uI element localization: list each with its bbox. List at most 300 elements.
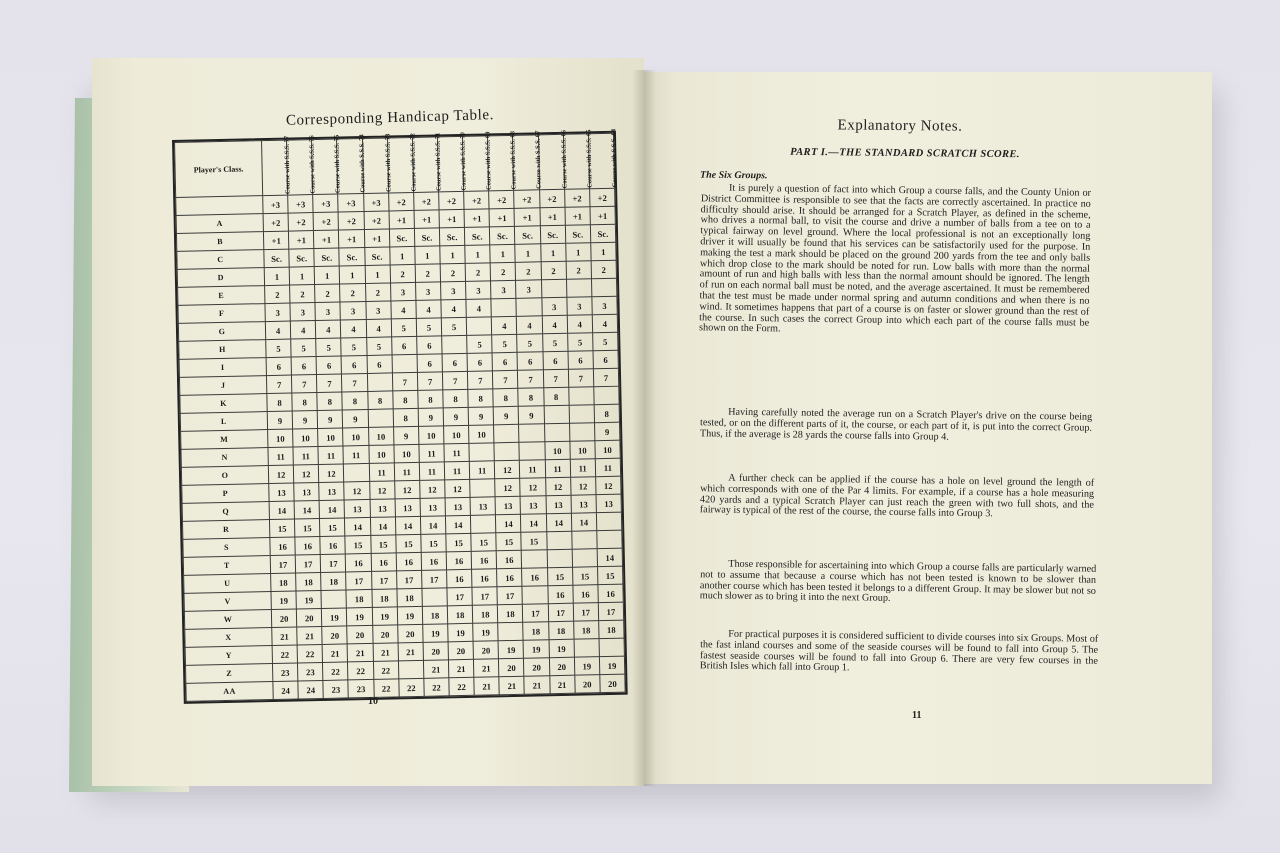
handicap-cell: 5: [391, 318, 417, 337]
handicap-cell: 8: [267, 393, 293, 412]
handicap-cell: 4: [416, 300, 442, 319]
handicap-cell: 24: [298, 680, 324, 699]
handicap-cell: 16: [396, 552, 422, 571]
handicap-cell: 6: [417, 336, 443, 355]
handicap-cell: 9: [393, 426, 419, 445]
handicap-cell: 10: [469, 425, 495, 444]
handicap-cell: 3: [466, 281, 492, 300]
handicap-cell: 11: [419, 462, 445, 481]
handicap-cell: 1: [289, 267, 315, 286]
handicap-cell: 11: [369, 463, 395, 482]
handicap-cell: 19: [296, 590, 322, 609]
handicap-cell: 17: [346, 571, 372, 590]
handicap-cell: 19: [498, 640, 524, 659]
handicap-cell: 21: [499, 676, 525, 695]
handicap-cell: 11: [268, 447, 294, 466]
handicap-cell: 4: [592, 314, 618, 333]
handicap-cell: 14: [521, 514, 547, 533]
table-header-row: [175, 133, 615, 197]
handicap-cell: +2: [388, 192, 414, 211]
handicap-cell: 6: [517, 352, 543, 371]
handicap-cell: 5: [316, 338, 342, 357]
handicap-cell: 14: [571, 513, 597, 532]
handicap-cell: 2: [566, 261, 592, 280]
handicap-cell: 22: [297, 644, 323, 663]
handicap-cell: 18: [548, 621, 574, 640]
handicap-cell: 7: [266, 375, 292, 394]
handicap-cell: 2: [541, 261, 567, 280]
handicap-cell: [498, 622, 524, 641]
handicap-cell: 16: [598, 584, 624, 603]
handicap-cell: 3: [441, 281, 467, 300]
handicap-cell: 1: [415, 246, 441, 265]
handicap-cell: 17: [548, 603, 574, 622]
player-class-cell: [176, 196, 263, 216]
handicap-cell: [597, 530, 623, 549]
handicap-cell: 13: [344, 499, 370, 518]
handicap-cell: 3: [491, 280, 517, 299]
handicap-cell: 6: [367, 355, 393, 374]
handicap-cell: 23: [272, 663, 298, 682]
handicap-cell: 10: [318, 428, 344, 447]
handicap-table: [172, 128, 628, 704]
handicap-cell: +3: [313, 194, 339, 213]
handicap-cell: 1: [314, 266, 340, 285]
player-class-cell: V: [184, 592, 271, 612]
handicap-cell: 3: [415, 282, 441, 301]
handicap-cell: 9: [418, 408, 444, 427]
handicap-cell: [522, 550, 548, 569]
handicap-cell: +2: [464, 191, 490, 210]
handicap-cell: 22: [373, 661, 399, 680]
handicap-cell: +1: [364, 229, 390, 248]
handicap-cell: +1: [314, 230, 340, 249]
player-class-cell: AA: [186, 682, 273, 702]
handicap-cell: 19: [322, 608, 348, 627]
handicap-cell: 5: [266, 339, 292, 358]
handicap-cell: [566, 279, 592, 298]
handicap-cell: 6: [266, 357, 292, 376]
handicap-cell: 20: [524, 658, 550, 677]
handicap-cell: 4: [542, 315, 568, 334]
player-class-cell: S: [183, 538, 270, 558]
handicap-cell: [571, 531, 597, 550]
handicap-cell: 15: [597, 566, 623, 585]
handicap-cell: 18: [346, 589, 372, 608]
handicap-cell: 2: [591, 260, 617, 279]
handicap-cell: +3: [338, 194, 364, 213]
handicap-cell: [321, 590, 347, 609]
player-class-cell: Y: [185, 646, 272, 666]
handicap-cell: 11: [469, 461, 495, 480]
handicap-cell: +1: [565, 207, 591, 226]
handicap-cell: +1: [439, 209, 465, 228]
handicap-cell: 20: [600, 674, 626, 693]
handicap-cell: 5: [441, 317, 467, 336]
handicap-cell: 17: [421, 570, 447, 589]
handicap-cell: 7: [417, 372, 443, 391]
handicap-cell: 16: [547, 585, 573, 604]
handicap-cell: 10: [369, 445, 395, 464]
handicap-cell: 22: [449, 677, 475, 696]
player-class-cell: H: [179, 340, 266, 360]
handicap-cell: 7: [392, 372, 418, 391]
handicap-cell: 18: [523, 622, 549, 641]
handicap-cell: 4: [567, 315, 593, 334]
handicap-cell: 11: [545, 459, 571, 478]
handicap-cell: 10: [268, 429, 294, 448]
handicap-cell: 22: [373, 679, 399, 698]
handicap-cell: +2: [288, 213, 314, 232]
column-header-label: Course with S.S.S. 69: [484, 131, 493, 190]
handicap-cell: [344, 463, 370, 482]
player-class-cell: J: [179, 376, 266, 396]
handicap-cell: +1: [263, 231, 289, 250]
column-header-label: Course with S.S.S. 68: [509, 131, 518, 190]
handicap-cell: 21: [549, 675, 575, 694]
handicap-cell: [596, 512, 622, 531]
column-header-label: Course with S.S.S. 66: [559, 129, 569, 189]
handicap-cell: 17: [573, 603, 599, 622]
handicap-cell: 19: [372, 607, 398, 626]
handicap-cell: Sc.: [364, 247, 390, 266]
handicap-cell: +1: [339, 229, 365, 248]
handicap-cell: +1: [514, 208, 540, 227]
handicap-cell: 22: [272, 645, 298, 664]
handicap-cell: 20: [322, 626, 348, 645]
handicap-cell: 18: [573, 621, 599, 640]
handicap-cell: 10: [368, 427, 394, 446]
handicap-cell: 14: [546, 513, 572, 532]
handicap-cell: 19: [448, 623, 474, 642]
player-class-cell: K: [180, 394, 267, 414]
handicap-cell: 8: [393, 408, 419, 427]
handicap-cell: 7: [442, 371, 468, 390]
handicap-cell: 12: [369, 481, 395, 500]
column-header-label: Course with S.S.S. 65: [585, 129, 594, 188]
handicap-cell: 5: [517, 334, 543, 353]
handicap-cell: 3: [315, 302, 341, 321]
handicap-cell: 14: [370, 517, 396, 536]
handicap-cell: 21: [398, 642, 424, 661]
column-header-label: Course with S.S.S. 67: [534, 130, 544, 189]
table-body: [176, 188, 625, 701]
handicap-cell: 20: [372, 625, 398, 644]
handicap-cell: 17: [295, 554, 321, 573]
handicap-cell: 2: [440, 263, 466, 282]
handicap-cell: +1: [289, 231, 315, 250]
handicap-cell: 12: [420, 480, 446, 499]
handicap-cell: 12: [520, 478, 546, 497]
handicap-cell: 14: [345, 517, 371, 536]
handicap-cell: Sc.: [289, 249, 315, 268]
handicap-cell: 12: [495, 478, 521, 497]
handicap-cell: 13: [571, 495, 597, 514]
handicap-cell: [398, 660, 424, 679]
handicap-cell: [392, 354, 418, 373]
handicap-cell: 1: [264, 267, 290, 286]
handicap-cell: 2: [315, 284, 341, 303]
handicap-cell: 11: [394, 462, 420, 481]
handicap-cell: 5: [542, 333, 568, 352]
explanatory-notes-title: Explanatory Notes.: [837, 117, 963, 135]
page-number-right: 11: [912, 710, 922, 721]
handicap-cell: 20: [423, 642, 449, 661]
handicap-cell: [547, 549, 573, 568]
handicap-cell: 8: [543, 387, 569, 406]
handicap-cell: 19: [397, 606, 423, 625]
handicap-cell: 7: [568, 369, 594, 388]
handicap-cell: Sc.: [515, 226, 541, 245]
handicap-cell: 13: [395, 498, 421, 517]
player-class-cell: W: [184, 610, 271, 630]
handicap-cell: [569, 423, 595, 442]
handicap-cell: 10: [570, 441, 596, 460]
handicap-cell: 18: [372, 589, 398, 608]
handicap-cell: +1: [389, 210, 415, 229]
handicap-cell: 7: [518, 370, 544, 389]
handicap-cell: 13: [420, 498, 446, 517]
handicap-cell: +2: [263, 213, 289, 232]
handicap-cell: 23: [298, 662, 324, 681]
handicap-cell: [522, 586, 548, 605]
handicap-cell: Sc.: [389, 228, 415, 247]
handicap-cell: 19: [347, 607, 373, 626]
player-class-cell: P: [182, 484, 269, 504]
handicap-cell: 22: [424, 678, 450, 697]
handicap-cell: 11: [343, 445, 369, 464]
handicap-cell: 19: [599, 656, 625, 675]
handicap-cell: [469, 443, 495, 462]
player-class-cell: A: [176, 214, 263, 234]
player-class-cell: O: [181, 466, 268, 486]
player-class-cell: T: [183, 556, 270, 576]
handicap-cell: +2: [313, 212, 339, 231]
handicap-cell: 13: [269, 483, 295, 502]
handicap-cell: 3: [365, 301, 391, 320]
handicap-cell: 15: [572, 567, 598, 586]
handicap-cell: 11: [444, 461, 470, 480]
handicap-cell: 17: [598, 602, 624, 621]
handicap-cell: +2: [364, 211, 390, 230]
handicap-cell: 4: [391, 300, 417, 319]
handicap-cell: 8: [594, 404, 620, 423]
handicap-cell: 4: [265, 321, 291, 340]
handicap-cell: 7: [317, 374, 343, 393]
handicap-cell: 18: [422, 606, 448, 625]
handicap-cell: 8: [493, 388, 519, 407]
handicap-cell: 15: [295, 518, 321, 537]
paragraph-2: Having carefully noted the average run on a Scratch Player's drive on the course being tested, or on the different parts of it, the course, or each part of it, is put into the correct Group. Thus, if the average is 28 yards the course falls into Group 4.: [699, 406, 1093, 443]
handicap-cell: [519, 424, 545, 443]
handicap-cell: 10: [595, 440, 621, 459]
handicap-cell: 8: [468, 389, 494, 408]
handicap-cell: 2: [490, 262, 516, 281]
handicap-cell: 6: [442, 353, 468, 372]
column-header-label: Course with S.S.S. 70: [459, 132, 468, 191]
handicap-cell: 10: [544, 441, 570, 460]
handicap-cell: 11: [419, 444, 445, 463]
handicap-cell: 5: [592, 332, 618, 351]
handicap-cell: 4: [341, 319, 367, 338]
handicap-cell: 14: [294, 500, 320, 519]
handicap-cell: 1: [365, 265, 391, 284]
handicap-cell: +2: [338, 212, 364, 231]
handicap-cell: 16: [371, 553, 397, 572]
handicap-cell: 18: [498, 604, 524, 623]
handicap-cell: [470, 479, 496, 498]
handicap-cell: 13: [470, 497, 496, 516]
handicap-cell: 16: [496, 550, 522, 569]
handicap-cell: 15: [446, 533, 472, 552]
handicap-cell: [466, 317, 492, 336]
handicap-cell: 2: [265, 285, 291, 304]
handicap-cell: 15: [421, 534, 447, 553]
handicap-cell: 17: [320, 554, 346, 573]
handicap-cell: 20: [271, 609, 297, 628]
handicap-cell: [519, 442, 545, 461]
handicap-table-grid: [174, 128, 626, 702]
handicap-cell: 21: [373, 643, 399, 662]
player-class-cell: M: [181, 430, 268, 450]
handicap-cell: 3: [592, 296, 618, 315]
handicap-cell: 17: [270, 555, 296, 574]
handicap-cell: Sc.: [540, 225, 566, 244]
handicap-cell: 1: [490, 244, 516, 263]
handicap-cell: +2: [413, 192, 439, 211]
handicap-cell: +2: [564, 189, 590, 208]
column-header: [262, 135, 292, 196]
handicap-cell: 12: [570, 477, 596, 496]
handicap-cell: 20: [473, 641, 499, 660]
handicap-cell: 10: [444, 425, 470, 444]
paragraph-3: A further check can be applied if the course has a hole on level ground the length of which corresponds with one of the Par 4 limits. For example, if a course has a hole measuring 420 yards and a typical Scratch Player can just reach the green with two full shots, and the fairway is typical of the rest of the course, the course falls into Group 3.: [699, 472, 1095, 520]
handicap-cell: 12: [293, 465, 319, 484]
handicap-cell: 20: [499, 658, 525, 677]
handicap-cell: 11: [570, 459, 596, 478]
handicap-cell: 19: [271, 591, 297, 610]
handicap-cell: 9: [292, 411, 318, 430]
handicap-cell: 11: [293, 447, 319, 466]
handicap-cell: 20: [347, 625, 373, 644]
handicap-cell: Sc.: [264, 249, 290, 268]
handicap-cell: 6: [543, 351, 569, 370]
handicap-cell: [541, 279, 567, 298]
book-gutter: [632, 70, 656, 786]
handicap-cell: 3: [541, 297, 567, 316]
handicap-cell: 21: [423, 660, 449, 679]
player-class-cell: I: [179, 358, 266, 378]
handicap-cell: 1: [389, 246, 415, 265]
handicap-cell: 15: [269, 519, 295, 538]
handicap-cell: [594, 386, 620, 405]
handicap-cell: 2: [465, 263, 491, 282]
handicap-cell: 18: [321, 572, 347, 591]
handicap-cell: 13: [294, 482, 320, 501]
handicap-cell: 3: [516, 280, 542, 299]
handicap-cell: 12: [495, 460, 521, 479]
handicap-cell: 8: [317, 392, 343, 411]
handicap-cell: [367, 373, 393, 392]
handicap-cell: 8: [393, 390, 419, 409]
handicap-cell: 18: [472, 605, 498, 624]
handicap-cell: 17: [497, 586, 523, 605]
handicap-cell: 15: [521, 532, 547, 551]
handicap-cell: 12: [595, 476, 621, 495]
handicap-cell: 7: [543, 369, 569, 388]
handicap-cell: 4: [366, 319, 392, 338]
handicap-cell: 12: [545, 477, 571, 496]
handicap-cell: 22: [348, 661, 374, 680]
handicap-cell: 24: [273, 681, 299, 700]
handicap-cell: 1: [591, 242, 617, 261]
handicap-cell: 1: [515, 244, 541, 263]
player-class-cell: B: [176, 232, 263, 252]
handicap-cell: Sc.: [414, 228, 440, 247]
handicap-cell: 5: [341, 337, 367, 356]
handicap-cell: 4: [290, 321, 316, 340]
handicap-cell: 9: [267, 411, 293, 430]
handicap-cell: 16: [522, 568, 548, 587]
handicap-cell: 21: [524, 676, 550, 695]
handicap-cell: 16: [472, 569, 498, 588]
handicap-cell: 5: [467, 335, 493, 354]
handicap-cell: [568, 387, 594, 406]
handicap-cell: 13: [546, 495, 572, 514]
handicap-cell: 7: [593, 368, 619, 387]
handicap-cell: 13: [596, 494, 622, 513]
handicap-cell: 13: [445, 497, 471, 516]
handicap-cell: 10: [293, 429, 319, 448]
handicap-cell: 23: [348, 679, 374, 698]
handicap-cell: 8: [367, 391, 393, 410]
handicap-cell: 2: [390, 264, 416, 283]
handicap-cell: Sc.: [465, 227, 491, 246]
handicap-cell: [544, 405, 570, 424]
player-class-cell: E: [178, 286, 265, 306]
handicap-cell: 14: [420, 516, 446, 535]
handicap-cell: 16: [295, 536, 321, 555]
handicap-cell: 3: [340, 301, 366, 320]
page-number-left: 10: [368, 696, 378, 707]
handicap-cell: 9: [443, 407, 469, 426]
handicap-cell: +1: [414, 210, 440, 229]
handicap-cell: 20: [296, 608, 322, 627]
handicap-cell: +2: [439, 191, 465, 210]
handicap-cell: 5: [492, 334, 518, 353]
column-header-label: Course with S.S.S. 74: [358, 134, 368, 193]
handicap-cell: 2: [516, 262, 542, 281]
handicap-cell: +3: [263, 195, 289, 214]
handicap-cell: 16: [447, 569, 473, 588]
handicap-cell: [491, 298, 517, 317]
handicap-cell: [494, 442, 520, 461]
handicap-cell: 12: [394, 480, 420, 499]
handicap-cell: 4: [466, 299, 492, 318]
handicap-cell: 7: [493, 370, 519, 389]
handicap-cell: 21: [474, 659, 500, 678]
player-class-cell: U: [184, 574, 271, 594]
handicap-cell: 17: [396, 570, 422, 589]
handicap-cell: 16: [270, 537, 296, 556]
handicap-cell: 14: [269, 501, 295, 520]
handicap-cell: 7: [342, 373, 368, 392]
handicap-cell: 10: [394, 444, 420, 463]
player-class-header: Player's Class.: [175, 141, 263, 198]
handicap-cell: 5: [416, 318, 442, 337]
handicap-cell: 16: [421, 552, 447, 571]
column-header-label: Course with S.S.S. 75: [333, 134, 342, 194]
